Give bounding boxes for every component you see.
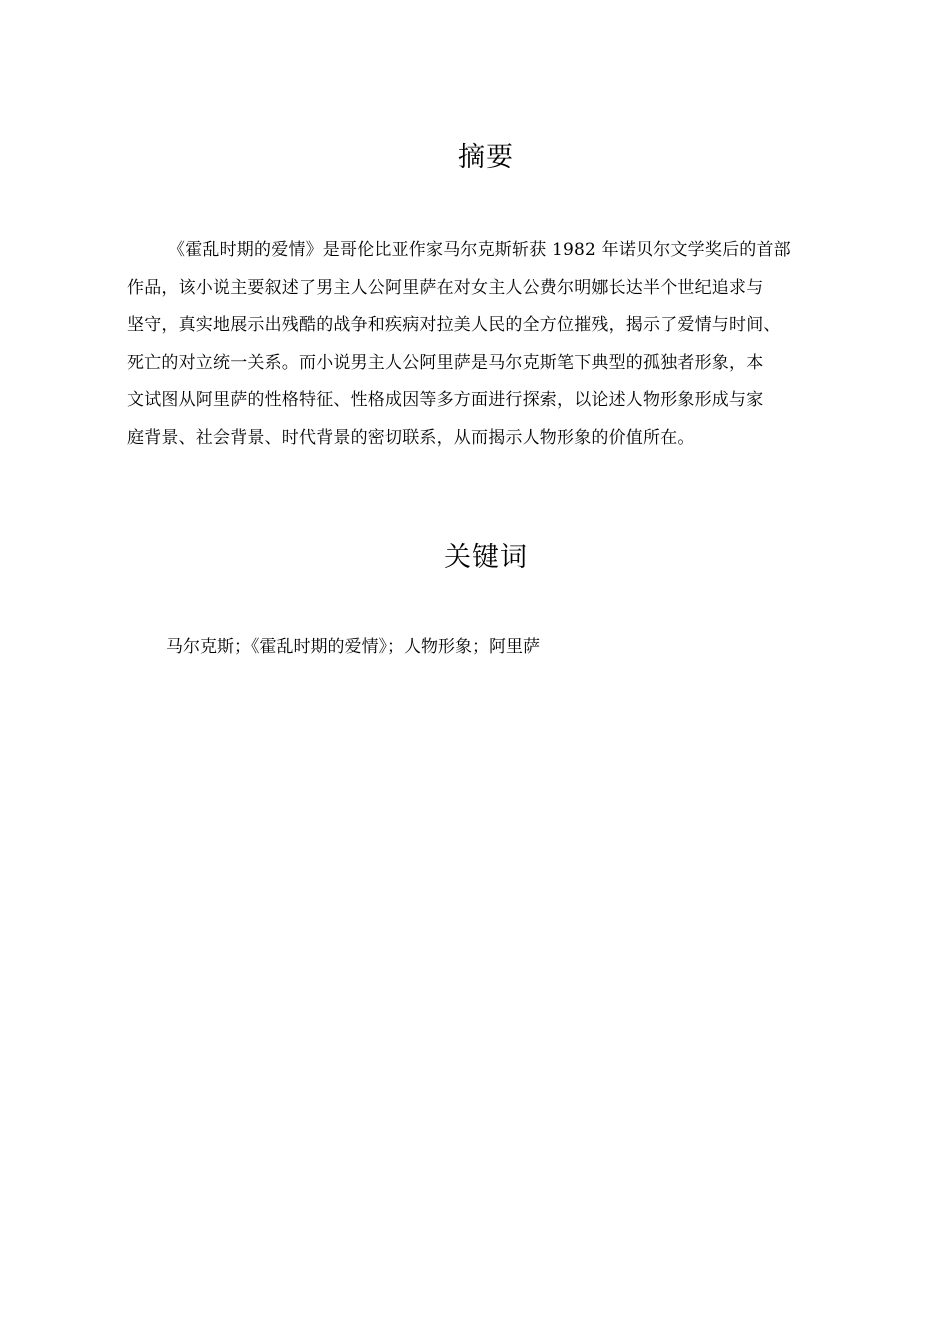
abstract-line: 《霍乱时期的爱情》是哥伦比亚作家马尔克斯斩获 1982 年诺贝尔文学奖后的首部 (168, 240, 791, 260)
abstract-paragraph (127, 232, 845, 457)
abstract-line: 坚守，真实地展示出残酷的战争和疾病对拉美人民的全方位摧残，揭示了爱情与时间、 (127, 315, 781, 335)
keywords-list: 马尔克斯；《霍乱时期的爱情》；人物形象；阿里萨 (166, 637, 540, 657)
abstract-heading: 摘要 (458, 142, 514, 173)
abstract-line: 作品，该小说主要叙述了男主人公阿里萨在对女主人公费尔明娜长达半个世纪追求与 (127, 277, 764, 298)
abstract-line: 文试图从阿里萨的性格特征、性格成因等多方面进行探索，以论述人物形象形成与家 (127, 390, 764, 410)
abstract-line: 庭背景、社会背景、时代背景的密切联系，从而揭示人物形象的价值所在。 (127, 427, 695, 448)
keywords-heading: 关键词 (444, 542, 528, 573)
abstract-line: 死亡的对立统一关系。而小说男主人公阿里萨是马尔克斯笔下典型的孤独者形象，本 (127, 352, 764, 373)
